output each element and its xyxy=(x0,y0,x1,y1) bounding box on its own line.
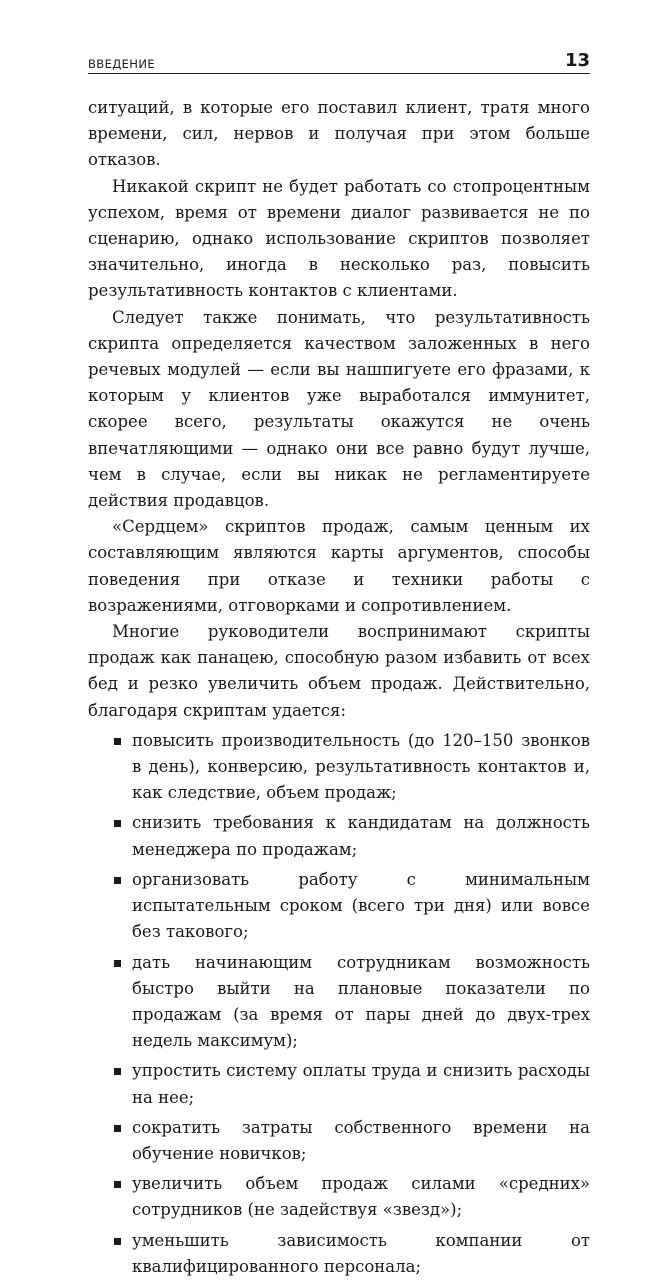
list-item xyxy=(88,810,590,862)
list-item-text: организовать работу с минимальным испытательным сроком (всего три дня) или вовсе без такового; xyxy=(132,869,590,942)
square-bullet-icon xyxy=(114,738,121,745)
list-item xyxy=(88,950,590,1055)
square-bullet-icon xyxy=(114,820,121,827)
list-item xyxy=(88,1058,590,1110)
square-bullet-icon xyxy=(114,877,121,884)
paragraph: Никакой скрипт не будет работать со стопроцентным успехом, время от времени диалог развивается не по сценарию, однако использование скриптов позволяет значительно, иногда в несколько раз, повысить результативность контактов с клиентами. xyxy=(88,176,590,301)
benefits-list xyxy=(88,728,590,1280)
paragraph: «Сердцем» скриптов продаж, самым ценным их составляющим являются карты аргументов, способы поведения при отказе и техники работы с возражениями, отговорками и сопротивлением. xyxy=(88,517,590,615)
paragraph: Следует также понимать, что результативность скрипта определяется качеством заложенных в него речевых модулей — если вы нашпигуете его фразами, к которым у клиентов уже выработался иммунитет, скорее всего, результаты окажутся не очень впечатляющими — однако они все равно будут лучше, чем в случае, если вы никак не регламентируете действия продавцов. xyxy=(88,307,590,511)
square-bullet-icon xyxy=(114,1238,121,1245)
list-item-text: уменьшить зависимость компании от квалифицированного персонала; xyxy=(132,1230,590,1276)
square-bullet-icon xyxy=(114,1068,121,1075)
paragraph-continuation: ситуаций, в которые его поставил клиент, тратя много времени, сил, нервов и получая при этом больше отказов. xyxy=(88,98,590,170)
square-bullet-icon xyxy=(114,1125,121,1132)
list-item xyxy=(88,1115,590,1167)
running-header xyxy=(88,50,590,74)
list-item xyxy=(88,1171,590,1223)
list-item-text: упростить систему оплаты труда и снизить расходы на нее; xyxy=(132,1061,590,1107)
list-item xyxy=(88,1228,590,1280)
chapter-title: ВВЕДЕНИЕ xyxy=(88,57,156,71)
header-divider xyxy=(88,73,590,74)
square-bullet-icon xyxy=(114,1181,121,1188)
list-item xyxy=(88,728,590,807)
square-bullet-icon xyxy=(114,960,121,967)
list-item-text: снизить требования к кандидатам на должность менеджера по продажам; xyxy=(132,813,590,859)
list-item-text: сократить затраты собственного времени на обучение новичков; xyxy=(132,1117,590,1163)
list-item-text: увеличить объем продаж силами «средних» сотрудников (не задействуя «звезд»); xyxy=(132,1174,590,1220)
list-item-text: повысить производительность (до 120–150 звонков в день), конверсию, результативность контактов и, как следствие, объем продаж; xyxy=(132,730,590,803)
paragraph: Многие руководители воспринимают скрипты продаж как панацею, способную разом избавить от всех бед и резко увеличить объем продаж. Действительно, благодаря скриптам удается: xyxy=(88,622,590,720)
list-item-text: дать начинающим сотрудникам возможность быстро выйти на плановые показатели по продажам (за время от пары дней до двух-трех недель максимум); xyxy=(132,952,590,1051)
page-number: 13 xyxy=(564,50,590,71)
page-body xyxy=(88,95,590,1280)
list-item xyxy=(88,867,590,946)
